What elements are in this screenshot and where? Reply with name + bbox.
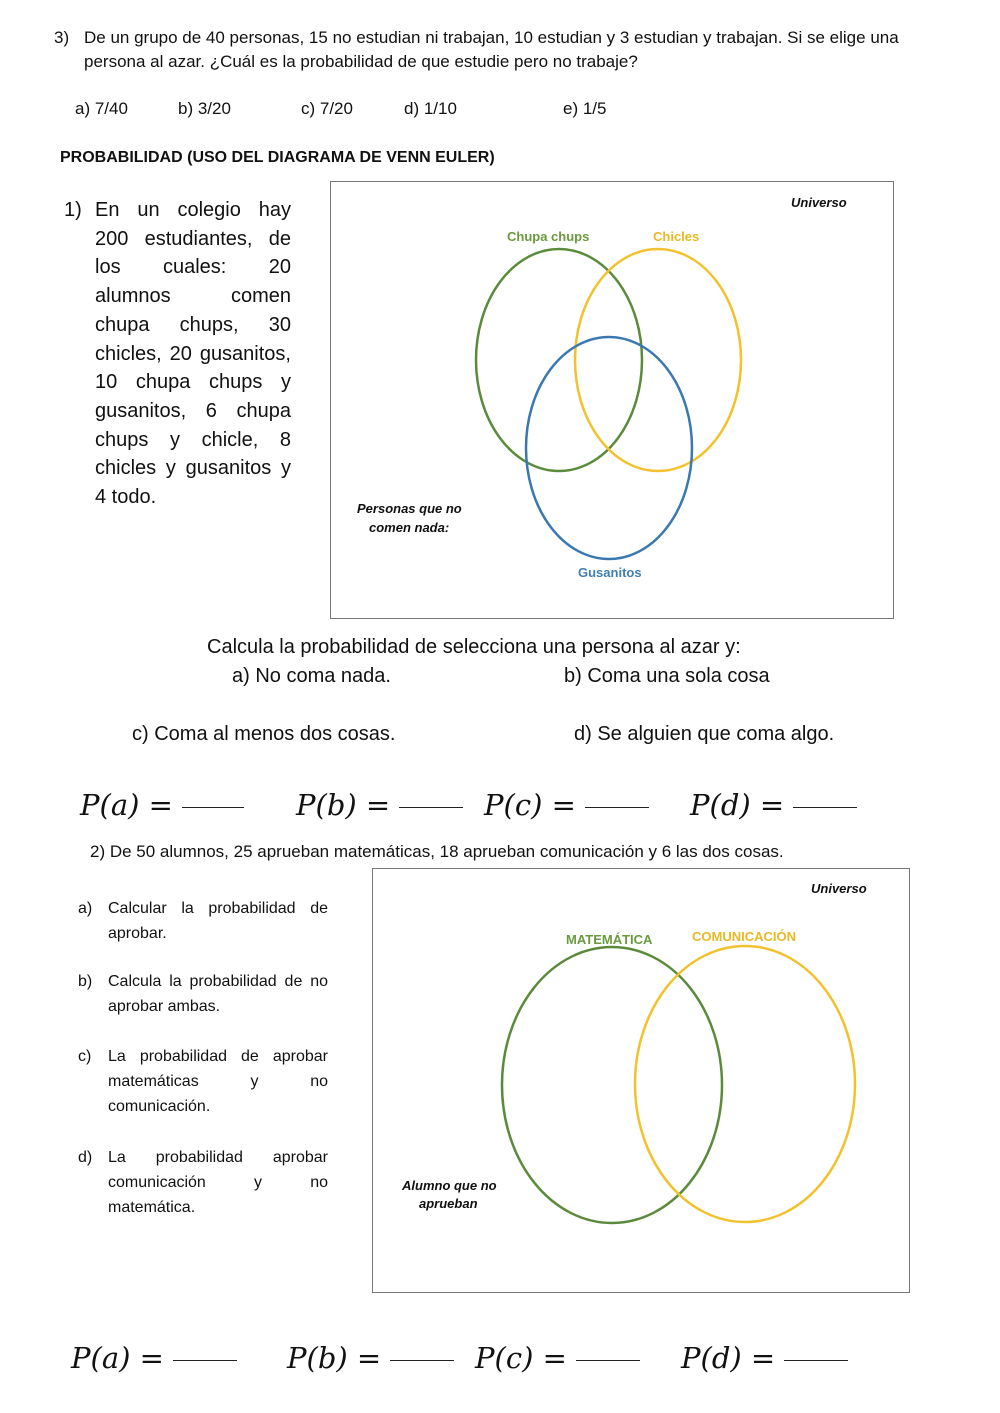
venn-1-svg — [331, 182, 893, 618]
answer-2-c-blank[interactable] — [576, 1360, 640, 1361]
venn-2-circle-matematica — [502, 947, 722, 1223]
venn-1-outside-label-2: comen nada: — [369, 520, 450, 535]
problem-2-sub-c-text: La probabilidad de aprobar matemáticas y no comunicación. — [108, 1048, 328, 1115]
answer-1-d-blank[interactable] — [793, 807, 857, 808]
answer-2-c — [475, 1341, 640, 1375]
option-a: a) 7/40 — [75, 99, 128, 118]
answer-2-d-label: P(d) = — [681, 1341, 776, 1375]
option-e: e) 1/5 — [563, 99, 607, 118]
problem-1-item-a: a) No coma nada. — [232, 665, 391, 687]
venn-1-label-gusanitos: Gusanitos — [578, 565, 642, 580]
venn-1-label-chicles: Chicles — [653, 229, 700, 244]
answer-2-b — [287, 1341, 454, 1375]
answer-1-a-label: P(a) = — [80, 788, 173, 822]
question-3-number: 3) — [54, 28, 70, 47]
problem-2-sub-b-text: Calcula la probabilidad de no aprobar ambas. — [108, 973, 328, 1015]
answer-1-c — [484, 788, 649, 822]
venn-2-label-matematica: MATEMÁTICA — [566, 932, 653, 947]
answer-1-b-label: P(b) = — [296, 788, 391, 822]
answer-1-c-blank[interactable] — [585, 807, 649, 808]
venn-1-label-chupa-chups: Chupa chups — [507, 229, 590, 244]
answer-1-d-label: P(d) = — [690, 788, 785, 822]
problem-1-number: 1) — [64, 199, 82, 221]
option-c: c) 7/20 — [301, 99, 353, 118]
problem-1-item-b: b) Coma una sola cosa — [564, 665, 770, 687]
venn-diagram-1 — [330, 181, 894, 619]
problem-2-sub-c-label: c) — [78, 1048, 92, 1065]
venn-1-outside-label-1: Personas que no — [357, 501, 462, 516]
problem-2-sub-a-label: a) — [78, 900, 93, 917]
answer-1-d — [690, 788, 857, 822]
answer-1-a — [80, 788, 244, 822]
problem-1-text: En un colegio hay 200 estudiantes, de los cuales: 20 alumnos comen chupa chups, 30 chicles, 20 gusanitos, 10 chupa chups y gusanitos, 6 chupa chups y chicle, 8 chicles y gusanitos y 4 todo. — [95, 199, 291, 509]
answer-2-a-label: P(a) = — [71, 1341, 164, 1375]
problem-2-sub-d-text: La probabilidad aprobar comunicación y no matemática. — [108, 1149, 328, 1216]
answer-2-b-blank[interactable] — [390, 1360, 454, 1361]
answer-2-d-blank[interactable] — [784, 1360, 848, 1361]
venn-2-universe-label: Universo — [811, 881, 867, 896]
problem-1-item-d: d) Se alguien que coma algo. — [574, 723, 835, 745]
answer-2-a — [71, 1341, 237, 1375]
section-title: PROBABILIDAD (USO DEL DIAGRAMA DE VENN EULER) — [60, 149, 495, 166]
problem-2-sub-b-label: b) — [78, 973, 93, 990]
venn-1-universe-label: Universo — [791, 195, 847, 210]
answer-1-a-blank[interactable] — [182, 807, 244, 808]
problem-1-item-c: c) Coma al menos dos cosas. — [132, 723, 396, 745]
problem-1-prompt: Calcula la probabilidad de selecciona una persona al azar y: — [207, 636, 741, 658]
venn-2-outside-label-2: aprueban — [419, 1196, 478, 1211]
option-d: d) 1/10 — [404, 99, 457, 118]
answer-2-b-label: P(b) = — [287, 1341, 382, 1375]
answer-1-b — [296, 788, 463, 822]
problem-2-sub-a-text: Calcular la probabilidad de aprobar. — [108, 900, 328, 942]
problem-2-sub-d-label: d) — [78, 1149, 93, 1166]
problem-2-text: 2) De 50 alumnos, 25 aprueban matemáticas, 18 aprueban comunicación y 6 las dos cosas. — [90, 842, 784, 861]
venn-2-label-comunicacion: COMUNICACIÓN — [692, 929, 796, 944]
answer-2-c-label: P(c) = — [475, 1341, 567, 1375]
answer-1-c-label: P(c) = — [484, 788, 576, 822]
venn-diagram-2 — [372, 868, 910, 1293]
answer-1-b-blank[interactable] — [399, 807, 463, 808]
question-3-text: De un grupo de 40 personas, 15 no estudian ni trabajan, 10 estudian y 3 estudian y trabajan. Si se elige una persona al azar. ¿Cuál es la probabilidad de que estudie pero no trabaje? — [84, 28, 899, 71]
option-b: b) 3/20 — [178, 99, 231, 118]
answer-2-a-blank[interactable] — [173, 1360, 237, 1361]
venn-2-outside-label-1: Alumno que no — [402, 1178, 497, 1193]
venn-2-circle-comunicacion — [635, 946, 855, 1222]
answer-2-d — [681, 1341, 848, 1375]
